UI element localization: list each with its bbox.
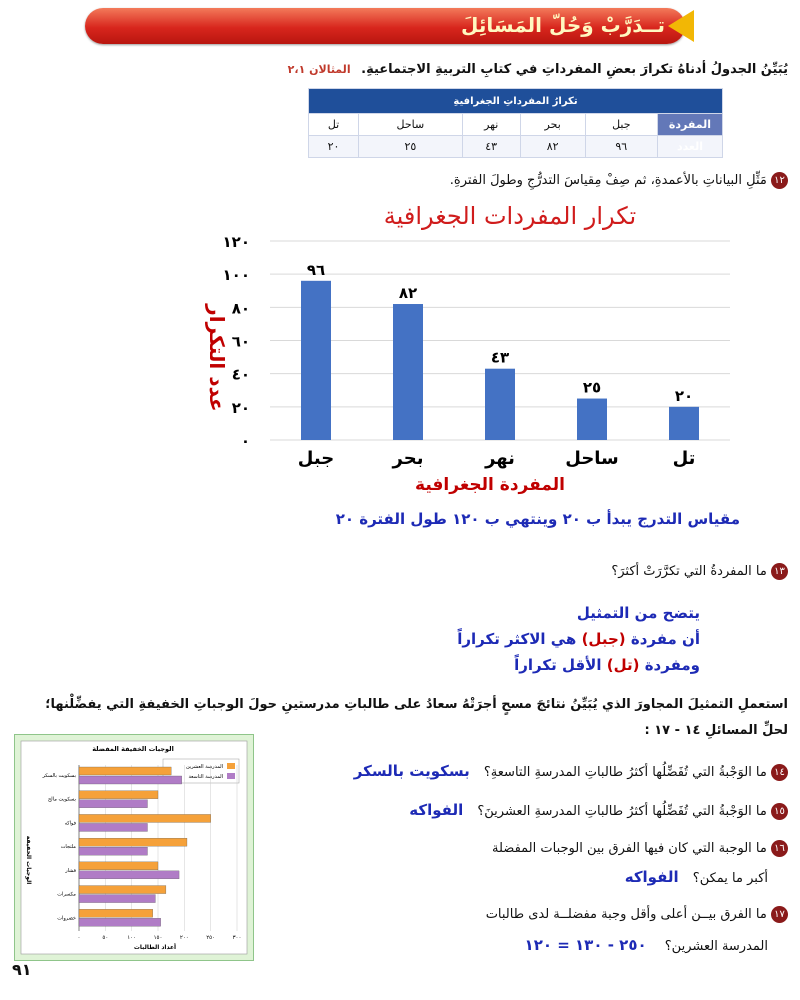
bar [577,399,607,440]
question-14 [354,762,788,781]
question-text: أكبر ما يمكن؟ [692,871,768,886]
table-cell: تل [309,114,359,136]
mini-bar-school-9 [79,823,147,831]
snacks-chart-y-label: الوجبات الخفيفة [25,835,32,885]
table-cell: جبل [585,114,657,136]
question-number: ١٦ [771,840,788,857]
legend-label: المدرسة العشرين [185,764,223,770]
chart-title: تكرار المفردات الجغرافية [383,202,637,230]
x-tick-label: ساحل [565,448,619,469]
question-text: مَثِّلِ البياناتِ بالأعمدةِ، ثم صِفْ مِقياسَ التدرُّجِ وطولَ الفترةِ. [449,173,767,188]
question-16-cont [625,868,768,886]
question-12 [450,172,788,189]
table-cell: بحر [520,114,585,136]
x-tick-label: بحر [392,448,424,469]
mini-bar-school-20 [79,862,158,870]
answer-12: مقياس التدرج يبدأ ب ٢٠ وينتهي ب ١٢٠ طول الفترة ٢٠ [335,510,740,528]
answer-16: الفواكه [624,868,679,886]
answer-15: الفواكه [409,801,464,819]
snacks-chart-x-label: أعداد الطالبات [133,944,177,951]
table-cell: ساحل [359,114,463,136]
mini-category-label: خضروات [57,915,76,922]
question-text: ما الوَجْبةُ التي تُفَضِّلُها أكثرُ طالباتِ المدرسةِ التاسعةِ؟ [483,765,767,780]
question-17-cont [525,936,768,954]
question-number: ١٤ [771,764,788,781]
table-cell: ٩٦ [585,136,657,158]
legend-swatch [227,773,235,779]
question-number: ١٢ [771,172,788,189]
table-cell: ٢٠ [309,136,359,158]
answer-part: الأقل تكراراً [514,656,602,674]
y-tick-label: ٦٠ [231,332,250,351]
mini-bar-school-20 [79,791,158,799]
mini-x-tick-label: ١٥٠ [153,935,163,941]
mini-bar-school-20 [79,814,211,822]
table-cell: نهر [462,114,520,136]
mini-category-label: ملتجات [60,844,76,851]
mini-x-tick-label: ٢٥٠ [206,935,216,941]
row-label-count: العدد [658,136,723,158]
mini-x-tick-label: ٢٠٠ [179,935,189,941]
bar-value-label: ٢٠ [674,386,694,405]
bar-value-label: ٩٦ [306,260,326,279]
bar-chart [180,198,740,498]
row-label-word: المفردة [658,114,723,136]
question-13 [611,563,788,580]
x-axis-label: المفردة الجغرافية [415,475,565,495]
banner-arrow-icon [668,10,694,42]
mini-x-tick-label: ١٠٠ [127,935,137,941]
question-text: ما المفردةُ التي تكرَّرَتْ أكثرَ؟ [611,564,767,579]
mini-x-tick-label: ٥٠ [102,935,109,941]
table-row-counts [309,136,723,158]
bar [301,281,331,440]
table-cell: ٢٥ [359,136,463,158]
y-tick-label: ٢٠ [231,398,250,417]
mini-category-label: مكسرات [57,891,76,898]
snacks-chart-panel [14,734,254,961]
mini-x-tick-label: ٠ [77,935,81,941]
mini-bar-school-9 [79,776,182,784]
mini-category-label: فشار [65,867,76,874]
bar [393,304,423,440]
intro-sentence: يُبَيِّنُ الجدولُ أدناهُ تكرارَ بعضِ المفرداتِ في كتابِ التربيةِ الاجتماعيةِ. [361,62,788,77]
table-cell: ٨٢ [520,136,585,158]
answer-line: يتضح من التمثيل [576,604,700,622]
bar [669,407,699,440]
y-tick-label: ٨٠ [231,299,250,318]
question-text: ما الوجبة التي كان فيها الفرق بين الوجبات المفضلة [492,841,767,856]
mini-bar-school-9 [79,918,161,926]
y-axis-label: عدد التكرار [205,304,229,412]
question-text: ما الوَجْبةُ التي تُفَضِّلُها أكثرُ طالباتِ المدرسةِ العشرينَ؟ [477,804,767,819]
snacks-chart-title: الوجبات الخفيفة المفضلة [92,745,174,753]
mini-bar-school-20 [79,886,166,894]
table-caption: تكرارُ المفرداتِ الجغرافيةِ [309,89,723,114]
y-tick-label: ١٢٠ [222,233,250,251]
question-text: المدرسة العشرين؟ [664,939,768,954]
mini-bar-school-20 [79,838,187,846]
answer-14: بسكويت بالسكر [353,762,470,780]
x-tick-label: نهر [485,448,515,469]
bar-value-label: ٨٢ [398,284,418,303]
answer-highlight: (جبل) [581,630,626,648]
answer-17: ٢٥٠ - ١٣٠ = ١٢٠ [524,936,647,954]
answer-line [457,626,700,652]
bar-value-label: ٤٣ [490,348,510,367]
x-tick-label: جبل [297,448,335,469]
examples-reference: المثالان ٢،١ [287,63,351,76]
answer-line [457,652,700,678]
answer-13 [457,600,700,678]
bar [485,369,515,440]
legend-swatch [227,763,235,769]
x-axis-ticks [298,448,696,469]
mini-bar-school-9 [79,895,155,903]
mini-bar-school-9 [79,800,147,808]
question-text: ما الفرق بيــن أعلى وأقل وجبة مفضلــة لدى طالبات [485,907,767,922]
mini-category-label: بسكويت مالح [47,796,76,803]
y-tick-label: ٤٠ [231,365,250,384]
x-tick-label: تل [672,448,696,469]
y-tick-label: ١٠٠ [222,266,250,285]
mini-category-label: فواكه [64,820,76,827]
instructions-14-17: استعملِ التمثيلَ المجاورَ الذي يُبَيِّنُ نتائجَ مسحٍ أجرَتْهُ سعادُ على طالباتِ مدرستينِ حولَ الوجباتِ الخفيفةِ التي يفضِّلْنها؛ لحلِّ المسائلِ ١٤ - ١٧ : [45,697,788,738]
question-number: ١٣ [771,563,788,580]
bar-value-label: ٢٥ [582,378,602,397]
question-number: ١٥ [771,803,788,820]
snacks-bar-chart [15,735,253,960]
answer-part: ومفردة [644,656,700,674]
mini-bar-school-9 [79,871,179,879]
mini-bar-school-20 [79,767,171,775]
page-number: ٩١ [12,960,32,979]
question-number: ١٧ [771,906,788,923]
mini-x-tick-label: ٣٠٠ [232,935,242,941]
intro-text [28,62,788,77]
y-tick-label: ٠ [240,432,250,450]
answer-highlight: (تل) [606,656,640,674]
answer-part: هي الاكثر تكراراً [457,630,577,648]
question-17 [486,906,788,923]
banner-title: تــدَرَّبْ وَحُلّ المَسَائِلَ [461,13,665,37]
table-row-words [309,114,723,136]
mini-bar-school-9 [79,847,147,855]
legend-label: المدرسة التاسعة [188,774,223,780]
answer-part: أن مفردة [630,630,700,648]
question-15 [409,801,788,820]
mini-bar-school-20 [79,909,153,917]
table-cell: ٤٣ [462,136,520,158]
question-16 [492,840,788,857]
frequency-table [308,88,723,158]
mini-category-label: بسكويت بالسكر [42,773,76,779]
